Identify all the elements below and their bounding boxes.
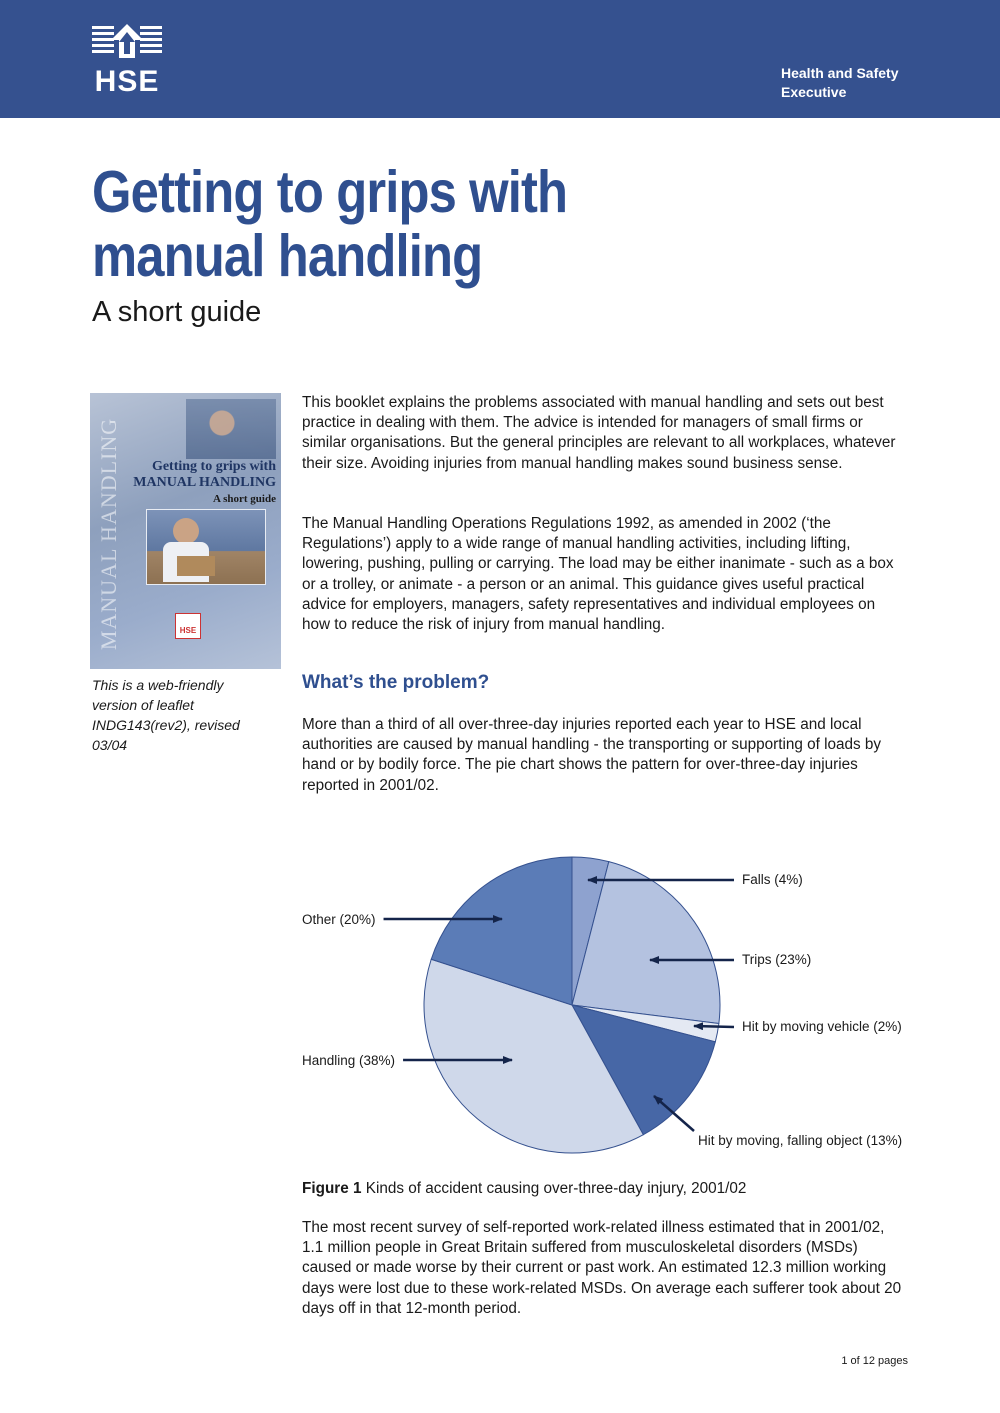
leaflet-cover-image bbox=[90, 393, 281, 669]
pie-slice-label: Handling (38%) bbox=[302, 1053, 396, 1068]
logo-text: HSE bbox=[94, 65, 160, 98]
pie-chart-svg bbox=[290, 840, 920, 1170]
cover-caption: This is a web-friendly version of leaflet INDG143(rev2), revised 03/04 bbox=[92, 677, 240, 753]
pie-chart bbox=[290, 840, 920, 1170]
cover-hse-logo: HSE bbox=[175, 613, 201, 639]
cover-title bbox=[96, 459, 276, 507]
problem-paragraph: More than a third of all over-three-day injuries reported each year to HSE and local authorities are caused by manual handling - the transporting or supporting of loads by hand or by bodily force. The pie chart shows the pattern for over-three-day injuries reported in 2001/02. bbox=[302, 716, 882, 794]
header-band bbox=[0, 0, 1000, 118]
pie-slice-label: Trips (23%) bbox=[742, 952, 812, 967]
cover-title-line2: MANUAL HANDLING bbox=[133, 475, 276, 490]
page-number: 1 of 12 pages bbox=[841, 1355, 908, 1367]
figure-caption bbox=[302, 1180, 746, 1198]
cover-spine-text: MANUAL HANDLING bbox=[96, 417, 121, 651]
regulations-paragraph: The Manual Handling Operations Regulations 1992, as amended in 2002 (‘the Regulations’) apply to a wide range of manual handling activities, including lifting, lowering, pushing, pulling or carrying. The load may be either inanimate - such as a box or a trolley, or animate - a person or an animal. This guidance gives useful practical advice for employers, managers, safety representatives and individual employees on how to reduce the risk of injury from manual handling. bbox=[302, 515, 894, 634]
organisation-name: Health and Safety Executive bbox=[781, 65, 899, 100]
figure-text: Kinds of accident causing over-three-day injury, 2001/02 bbox=[361, 1180, 747, 1197]
pie-slice-label: Other (20%) bbox=[302, 912, 376, 927]
page-title: Getting to grips with manual handling bbox=[92, 159, 568, 289]
intro-paragraph: This booklet explains the problems associated with manual handling and sets out best practice in dealing with them. The advice is intended for managers of small firms or similar organisations. But the general principles are relevant to all workplaces, whatever their size. Avoiding injuries from manual handling makes sound business sense. bbox=[302, 394, 896, 472]
pie-slice-label: Hit by moving, falling object (13%) bbox=[698, 1133, 903, 1148]
cover-photo-carrying-box bbox=[146, 509, 266, 585]
msd-survey-paragraph: The most recent survey of self-reported work-related illness estimated that in 2001/02, 1.1 million people in Great Britain suffered from musculoskeletal disorders (MSDs) caused or made worse by their current or past work. An estimated 12.3 million working days were lost due to these work-related MSDs. On average each sufferer took about 20 days off in that 12-month period. bbox=[302, 1219, 902, 1317]
cover-photo-worker bbox=[186, 399, 276, 459]
section-heading-problem: What’s the problem? bbox=[302, 672, 490, 693]
cover-title-line3: A short guide bbox=[213, 493, 276, 505]
hse-logo-icon bbox=[90, 22, 164, 66]
pie-label-arrow bbox=[694, 1026, 734, 1027]
page-subtitle: A short guide bbox=[92, 296, 262, 328]
cover-photo-person-head bbox=[173, 518, 199, 544]
pie-slice-label: Falls (4%) bbox=[742, 872, 803, 887]
hse-logo bbox=[90, 22, 164, 100]
pie-slice-label: Hit by moving vehicle (2%) bbox=[742, 1019, 902, 1034]
figure-label: Figure 1 bbox=[302, 1180, 362, 1197]
cover-photo-box bbox=[177, 556, 215, 576]
cover-title-line1: Getting to grips with bbox=[151, 459, 276, 474]
